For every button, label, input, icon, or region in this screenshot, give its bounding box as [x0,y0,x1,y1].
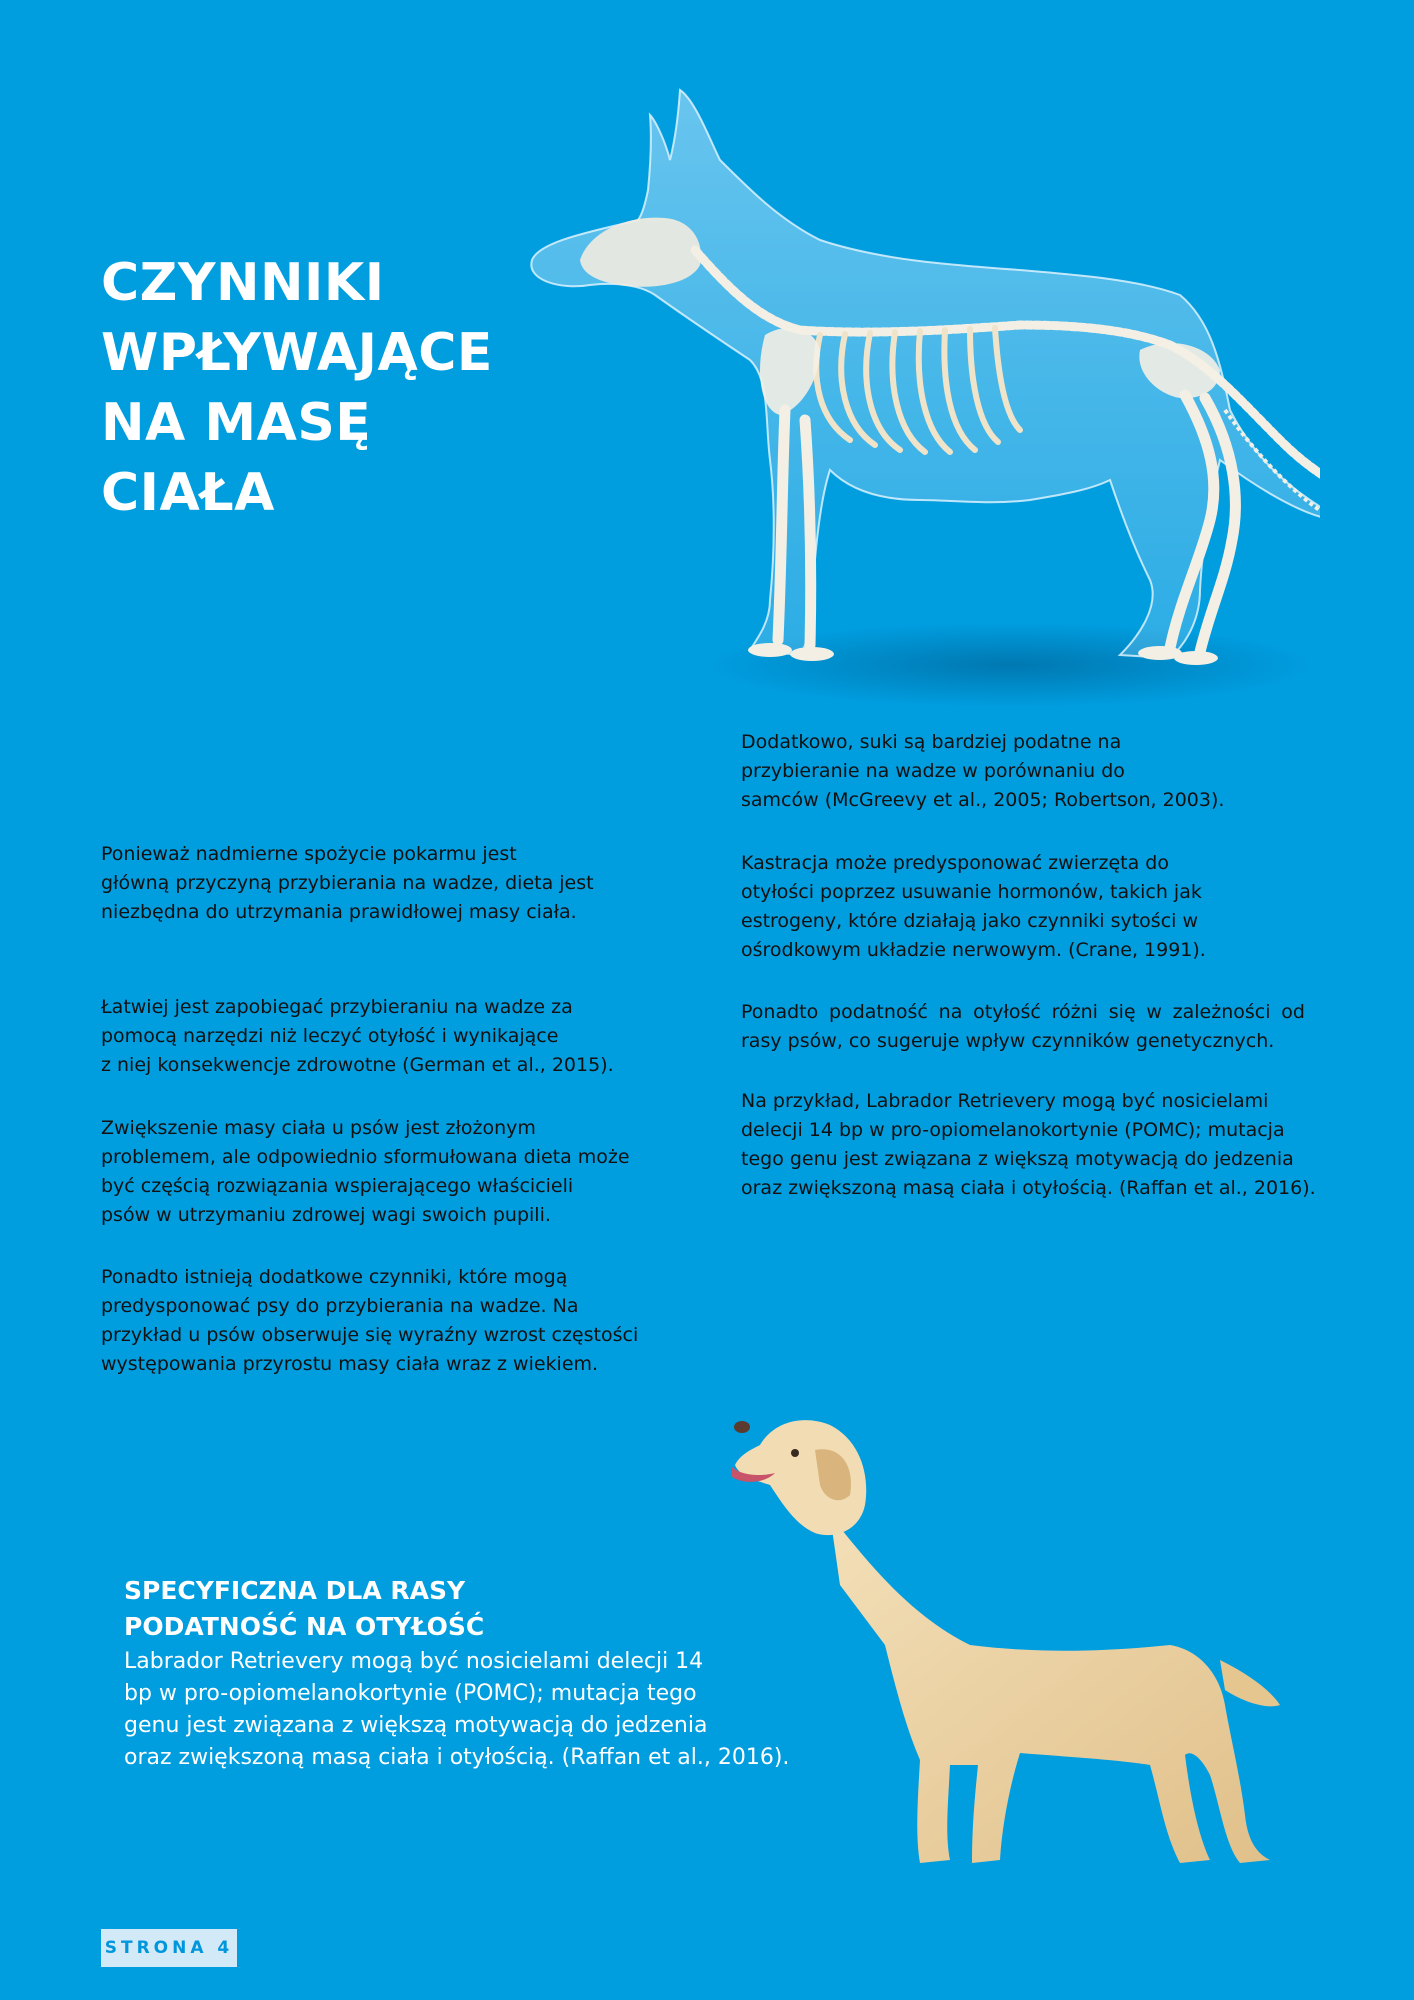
breed-heading-line: PODATNOŚĆ NA OTYŁOŚĆ [124,1612,485,1641]
body-paragraph: Na przykład, Labrador Retrievery mogą być nosicielami delecji 14 bp w pro-opiomelanokortynie (POMC); mutacja tego genu jest związana z większą motywacją do jedzenia oraz zwiększoną masą ciała i otyłością. (Raffan et al., 2016). [741,1090,1316,1199]
breed-description: Labrador Retrievery mogą być nosicielami delecji 14 bp w pro-opiomelanokortynie (POMC); mutacja tego genu jest związana z większą motywacją do jedzenia oraz zwiększoną masą ciała i otyłością. (Raffan et al., 2016). [124,1649,790,1770]
title-line: WPŁYWAJĄCE [101,323,493,383]
labrador-photo [720,1405,1280,1885]
dog-skeleton-illustration [520,80,1320,720]
title-line: CIAŁA [101,463,275,523]
body-paragraph: Ponieważ nadmierne spożycie pokarmu jest główną przyczyną przybierania na wadze, dieta jest niezbędna do utrzymania prawidłowej masy ciała. [101,843,594,923]
body-paragraph: Łatwiej jest zapobiegać przybieraniu na wadze za pomocą narzędzi niż leczyć otyłość i wynikające z niej konsekwencje zdrowotne (German et al., 2015). [101,996,614,1076]
body-paragraph: Ponadto podatność na otyłość różni się w zależności od rasy psów, co sugeruje wpływ czynników genetycznych. [741,1001,1305,1052]
body-paragraph: Dodatkowo, suki są bardziej podatne na przybieranie na wadze w porównaniu do samców (McGreevy et al., 2005; Robertson, 2003). [741,731,1225,811]
body-paragraph: Kastracja może predysponować zwierzęta do otyłości poprzez usuwanie hormonów, takich jak estrogeny, które działają jako czynniki sytości w ośrodkowym układzie nerwowym. (Crane, 1991). [741,852,1206,961]
title-line: CZYNNIKI [101,253,385,313]
body-paragraph: Ponadto istnieją dodatkowe czynniki, które mogą predysponować psy do przybierania na wadze. Na przykład u psów obserwuje się wyraźny wzrost częstości występowania przyrostu masy ciała wraz z wiekiem. [101,1266,639,1375]
title-line: NA MASĘ [101,393,372,453]
page-title [101,248,531,528]
breed-heading-line: SPECYFICZNA DLA RASY [124,1576,466,1605]
breed-heading [124,1573,484,1645]
page-number-label: STRONA 4 [101,1929,237,1967]
body-paragraph: Zwiększenie masy ciała u psów jest złożonym problemem, ale odpowiednio sformułowana dieta może być częścią rozwiązania wspierającego właścicieli psów w utrzymaniu zdrowej wagi swoich pupili. [101,1117,630,1226]
